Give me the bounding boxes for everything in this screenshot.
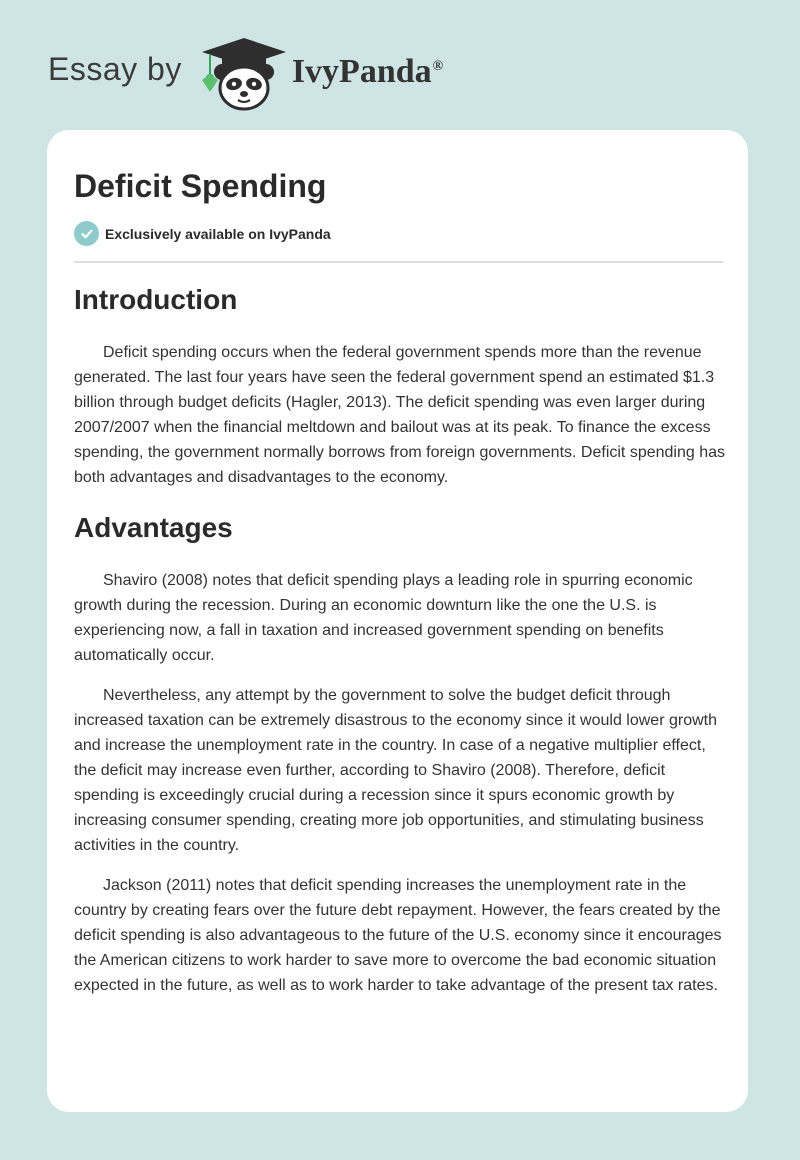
check-circle-icon [74,221,99,246]
divider [74,261,723,263]
section-heading: Introduction [74,284,238,315]
badge-text: Exclusively available on IvyPanda [105,225,331,242]
paragraph: Deficit spending occurs when the federal government spends more than the revenue generated. The last four years have seen the federal government spend an estimated $1.3 billion through budget deficits (Hagler, 2013). The deficit spending was even larger during 2007/2007 when the financial meltdown and bailout was at its peak. To finance the excess spending, the government normally borrows from foreign governments. Deficit spending has both advantages and disadvantages to the economy. [74,344,725,486]
brand-name-text: IvyPanda [291,53,432,90]
brand-name [292,53,443,91]
brand-logo[interactable] [48,36,443,112]
paragraph: Shaviro (2008) notes that deficit spending plays a leading role in spurring economic growth during the recession. During an economic downturn like the one the U.S. is experiencing now, a fall in taxation and increased government spending on benefits automatically occur. [74,572,693,664]
page-title: Deficit Spending [74,168,327,204]
exclusive-badge [74,221,331,246]
paragraph: Nevertheless, any attempt by the government to solve the budget deficit through increased taxation can be extremely disastrous to the economy since it would lower growth and increase the unemployment rate in the country. In case of a negative multiplier effect, the deficit may increase even further, according to Shaviro (2008). Therefore, deficit spending is exceedingly crucial during a recession since it spurs economic growth by increasing consumer spending, creating more job opportunities, and stimulating business activities in the country. [74,687,717,854]
essay-card [47,130,748,1112]
essay-body [74,282,726,1013]
brand-prefix: Essay by [48,50,182,87]
registered-mark: ® [432,58,444,74]
section-advantages [74,510,726,998]
section-heading: Advantages [74,512,233,543]
section-introduction [74,282,726,490]
panda-graduate-icon [196,36,292,112]
paragraph: Jackson (2011) notes that deficit spending increases the unemployment rate in the country by creating fears over the future debt repayment. However, the fears created by the deficit spending is also advantageous to the future of the U.S. economy since it encourages the American citizens to work harder to save more to overcome the bad economic situation expected in the future, as well as to work harder to take advantage of the present tax rates. [74,877,722,994]
